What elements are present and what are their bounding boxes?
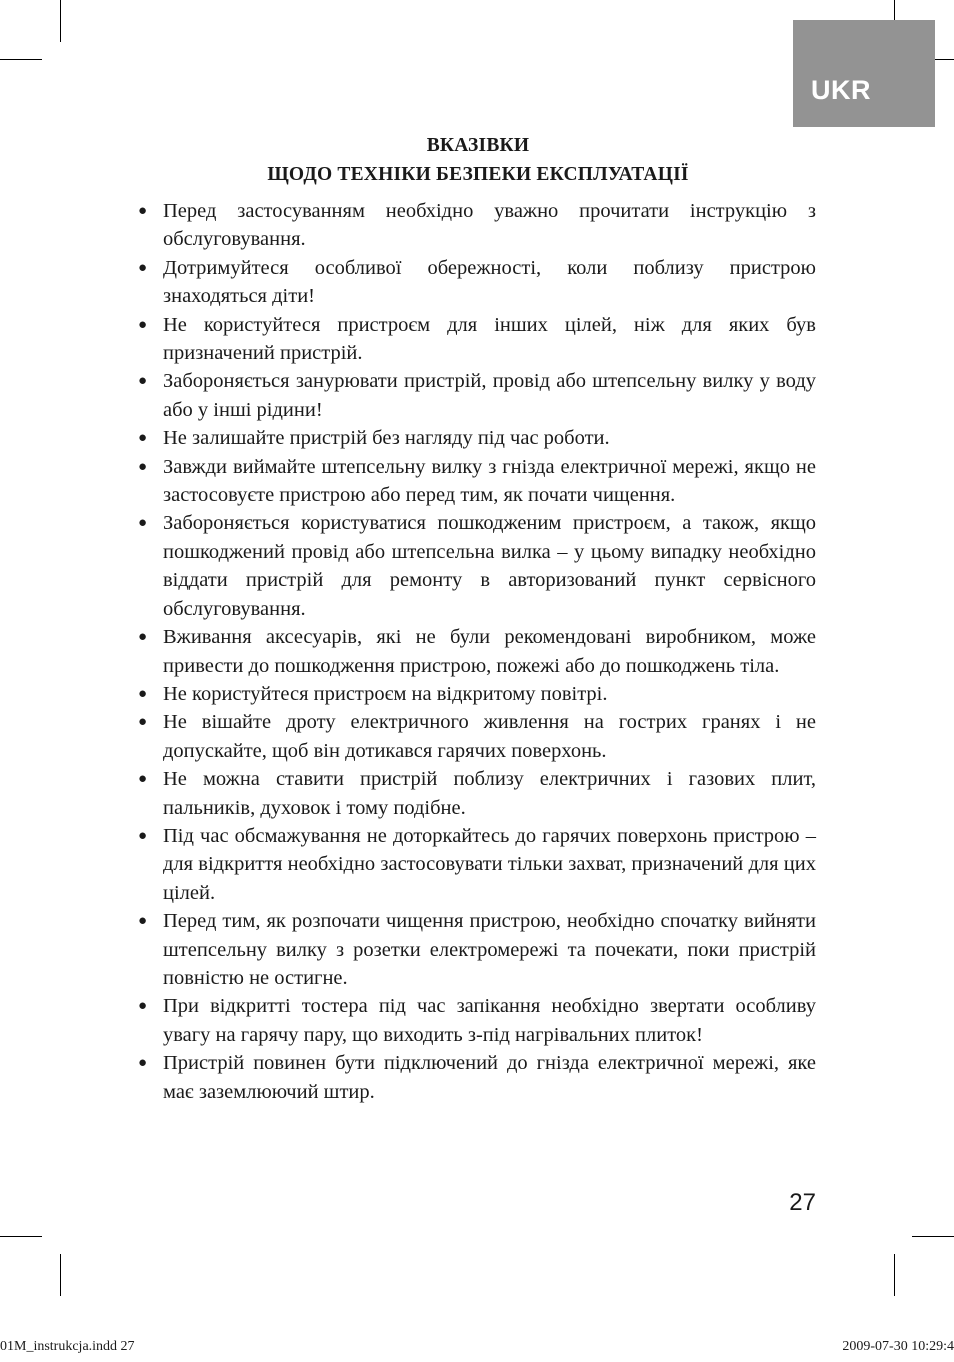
bullet-icon: ● <box>138 998 148 1015</box>
list-item-text: Вживання аксесуарів, які не були рекомендовані виробником, може привести до пошкодження пристрою, пожежі або до пошкоджень тіла. <box>163 626 816 677</box>
list-item <box>138 765 816 822</box>
list-item <box>138 311 816 368</box>
bullet-icon: ● <box>138 458 148 475</box>
print-slug-file: 01M_instrukcja.indd 27 <box>0 1339 135 1354</box>
crop-mark <box>0 59 42 60</box>
list-item-text: Не можна ставити пристрій поблизу електричних і газових плит, пальників, духовок і тому подібне. <box>163 768 816 819</box>
list-item <box>138 424 816 452</box>
crop-mark <box>912 1236 954 1237</box>
page-number: 27 <box>789 1189 816 1216</box>
list-item <box>138 680 816 708</box>
bullet-icon: ● <box>138 714 148 731</box>
list-item-text: Пристрій повинен бути підключений до гнізда електричної мережі, яке має заземлюючий штир. <box>163 1052 816 1103</box>
list-item-text: Завжди виймайте штепсельну вилку з гнізда електричної мережі, якщо не застосовуєте пристрою або перед тим, як почати чищення. <box>163 455 816 507</box>
bullet-icon: ● <box>138 515 148 532</box>
bullet-icon: ● <box>138 685 148 702</box>
crop-mark <box>60 1254 61 1296</box>
bullet-icon: ● <box>138 316 148 333</box>
list-item-text: Не користуйтеся пристроєм на відкритому повітрі. <box>163 682 608 705</box>
list-item <box>138 708 816 765</box>
list-item <box>138 254 816 311</box>
list-item-text: Не залишайте пристрій без нагляду під час роботи. <box>163 427 610 450</box>
list-item-text: Перед застосуванням необхідно уважно прочитати інструкцію з обслуговування. <box>163 200 816 251</box>
bullet-icon: ● <box>138 203 148 219</box>
crop-mark <box>894 1254 895 1296</box>
list-item-text: Не вішайте дроту електричного живлення на гострих гранях і не допускайте, щоб він дотикався гарячих поверхонь. <box>163 711 816 762</box>
list-item <box>138 367 816 424</box>
list-item-text: При відкритті тостера під час запікання необхідно звертати особливу увагу на гарячу пару, що виходить з-під нагрівальних плиток! <box>163 995 816 1046</box>
bullet-icon: ● <box>138 629 148 646</box>
list-item <box>138 197 816 254</box>
bullet-icon: ● <box>138 373 148 390</box>
page-title: ВКАЗІВКИ <box>426 135 530 156</box>
list-item-text: Під час обсмажування не доторкайтесь до гарячих поверхонь пристрою – для відкриття необхідно застосовувати тільки захват, призначений для цих цілей. <box>163 824 816 904</box>
print-slug-datetime: 2009-07-30 10:29:4 <box>842 1339 954 1354</box>
list-item-text: Перед тим, як розпочати чищення пристрою, необхідно спочатку вийняти штепсельну вилку з розетки електромережі та почекати, поки пристрій повністю не остигне. <box>163 910 816 989</box>
list-item <box>138 509 816 623</box>
bullet-icon: ● <box>138 913 148 930</box>
page-subtitle: ЩОДО ТЕХНІКИ БЕЗПЕКИ ЕКСПЛУАТАЦІЇ <box>267 164 689 185</box>
crop-mark <box>0 1236 42 1237</box>
language-tab-label: UKR <box>811 75 871 105</box>
list-item <box>138 822 816 907</box>
safety-rules-list <box>138 197 816 1106</box>
list-item-text: Забороняється занурювати пристрій, провід або штепсельну вилку у воду або у інші рідини! <box>163 370 816 421</box>
list-item-text: Дотримуйтеся особливої обережності, коли поблизу пристрою знаходяться діти! <box>163 256 816 308</box>
list-item <box>138 623 816 680</box>
list-item <box>138 907 816 992</box>
list-item <box>138 992 816 1049</box>
language-tab <box>793 20 935 127</box>
bullet-icon: ● <box>138 771 148 788</box>
list-item <box>138 1049 816 1106</box>
crop-mark <box>60 0 61 42</box>
bullet-icon: ● <box>138 430 148 447</box>
list-item-text: Не користуйтеся пристроєм для інших цілей, ніж для яких був призначений пристрій. <box>163 313 816 365</box>
bullet-icon: ● <box>138 259 148 276</box>
bullet-icon: ● <box>138 827 148 844</box>
list-item <box>138 453 816 510</box>
bullet-icon: ● <box>138 1055 148 1072</box>
list-item-text: Забороняється користуватися пошкодженим пристроєм, а також, якщо пошкоджений провід або штепсельна вилка – у цьому випадку необхідно віддати пристрій для ремонту в авторизований пункт сервісного обслуговування. <box>163 512 816 620</box>
